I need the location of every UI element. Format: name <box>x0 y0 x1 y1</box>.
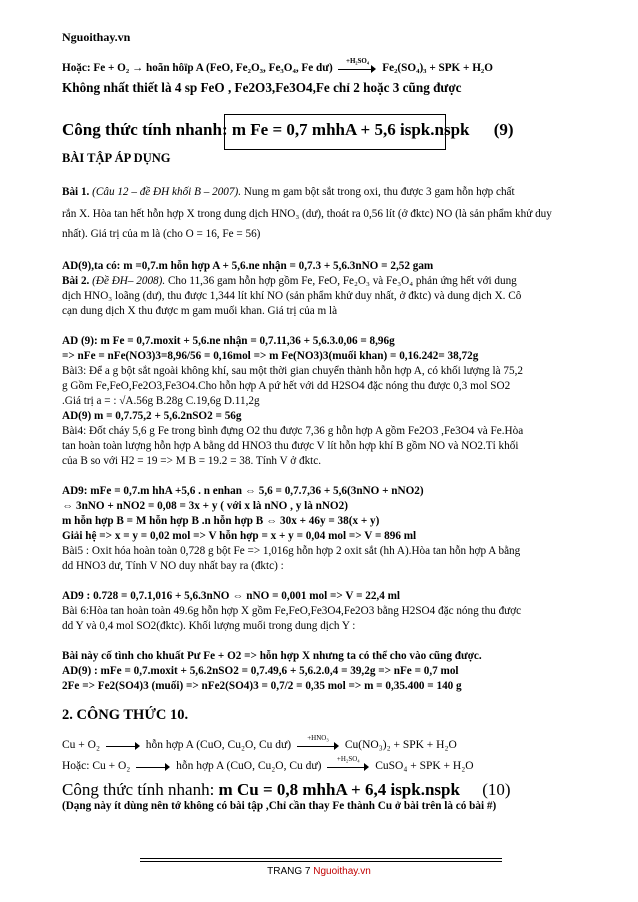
bai3-line3: .Giá trị a = : √A.56g B.28g C.19,6g D.11,2g <box>62 395 260 407</box>
bai1-line2: rắn X. Hòa tan hết hỗn hợp X trong dung dịch HNO₃ (dư), thoát ra 0,56 lít (ở đktc) NO (là sản phẩm khử duy <box>62 208 552 220</box>
bai4-solution-4: Giải hệ => x = y = 0,02 mol => V hỗn hợp = x + y = 0,04 mol => V = 896 ml <box>62 530 417 542</box>
reaction-arrow-icon: +HNO₃ <box>297 740 339 750</box>
section2-reaction-1: Cu + O₂ hỗn hợp A (CuO, Cu₂O, Cu dư) +HNO₃ Cu(NO₃)₂ + SPK + H₂O <box>62 734 457 751</box>
bai1-solution: AD(9),ta có: m =0,7.m hỗn hợp A + 5,6.ne nhận = 0,7.3 + 5,6.3nNO = 2,52 gam <box>62 260 434 272</box>
bai3-line1: Bài3: Để a g bột sắt ngoài không khí, sau một thời gian chuyển thành hỗn hợp A, có khối lượng là 75,2 <box>62 365 523 377</box>
intro-equation-left: Hoặc: Fe + O₂ → hoãn hôïp A (FeO, Fe₂O₃, Fe₃O₄, Fe dư) <box>62 62 333 74</box>
footer-rule <box>140 858 502 859</box>
bai4-line3: của B so với H2 = 19 => M B = 19.2 = 38. Tính V ở đktc. <box>62 455 322 467</box>
bai1-line3: nhất). Giá trị của m là (cho O = 16, Fe = 56) <box>62 228 261 240</box>
bai3-solution: AD(9) m = 0,7.75,2 + 5,6.2nSO2 = 56g <box>62 410 242 422</box>
bai4-line2: tan hoàn toàn lượng hỗn hợp A bằng dd HNO3 thu được V lít hỗn hợp khí B gồm NO và NO2.Tỉ khối <box>62 440 519 452</box>
footer-site-link[interactable]: Nguoithay.vn <box>313 866 371 877</box>
intro-equation-right: Fe₂(SO₄)₃ + SPK + H₂O <box>382 62 493 74</box>
page-footer <box>0 866 638 877</box>
bai2-line2: dịch HNO₃ loãng (dư), thu được 1,344 lít khí NO (sản phẩm khử duy nhất, ở đktc) và dung dịch X. Cô <box>62 290 522 302</box>
bai4-line1: Bài4: Đốt cháy 5,6 g Fe trong bình đựng O2 thu được 7,36 g hỗn hợp A gồm Fe2O3 ,Fe3O4 và Fe.Hòa <box>62 425 524 437</box>
footer-rule <box>140 861 502 862</box>
bai6-note: Bài này cố tình cho khuất Pư Fe + O2 => hỗn hợp X nhưng ta có thể cho vào cũng được. <box>62 650 482 662</box>
bai2-line1: Bài 2. (Đề ĐH– 2008). Cho 11,36 gam hỗn hợp gồm Fe, FeO, Fe₂O₃ và Fe₃O₄ phản ứng hết với dung <box>62 275 517 287</box>
reaction-arrow-icon <box>106 740 140 750</box>
formula-10-number: (10) <box>482 780 511 799</box>
reaction-arrow-icon <box>136 761 170 771</box>
bai6-solution-1: AD(9) : mFe = 0,7.moxit + 5,6.2nSO2 = 0,7.49,6 + 5,6.2.0,4 = 39,2g => nFe = 0,7 mol <box>62 665 459 677</box>
formula-number: (9) <box>493 120 514 139</box>
bai2-solution-2: => nFe = nFe(NO3)3=8,96/56 = 0,16mol => m Fe(NO3)3(muối khan) = 0,16.242= 38,72g <box>62 350 479 362</box>
bai4-solution-1: AD9: mFe = 0,7.m hhA +5,6 . n enhan ⇔ 5,6 = 0,7.7,36 + 5,6(3nNO + nNO2) <box>62 485 424 497</box>
bai6-solution-2: 2Fe => Fe2(SO4)3 (muối) => nFe2(SO4)3 = 0,7/2 = 0,35 mol => m = 0,35.400 = 140 g <box>62 680 462 692</box>
bai1-line1: Bài 1. (Câu 12 – đề ĐH khối B – 2007). Nung m gam bột sắt trong oxi, thu được 3 gam hỗn hợp chất <box>62 186 515 198</box>
bai4-solution-2: ⇔ 3nNO + nNO2 = 0,08 = 3x + y ( với x là nNO , y là nNO2) <box>62 500 348 512</box>
bai3-line2: g Gồm Fe,FeO,Fe2O3,Fe3O4.Cho hỗn hợp A pứ hết với dd H2SO4 đặc nóng thu được 0,3 mol SO2 <box>62 380 511 392</box>
page-number: TRANG 7 <box>267 866 311 877</box>
section-heading: BÀI TẬP ÁP DỤNG <box>62 151 171 165</box>
bai4-solution-3: m hỗn hợp B = M hỗn hợp B .n hỗn hợp B ⇔ 30x + 46y = 38(x + y) <box>62 515 380 527</box>
formula-boxed: m Fe = 0,7 mhhA + 5,6 ispk.nspk <box>231 120 470 139</box>
formula-10-body: m Cu = 0,8 mhhA + 6,4 ispk.nspk <box>218 780 460 799</box>
bai2-solution-1: AD (9): m Fe = 0,7.moxit + 5,6.ne nhận = 0,7.11,36 + 5,6.3.0,06 = 8,96g <box>62 335 395 347</box>
reaction-arrow-icon: +H₂SO₄ <box>338 63 376 73</box>
reaction-arrow-icon: +H₂SO₄ <box>327 761 369 771</box>
section2-reaction-2: Hoặc: Cu + O₂ hỗn hợp A (CuO, Cu₂O, Cu dư) +H₂SO₄ CuSO₄ + SPK + H₂O <box>62 755 474 772</box>
bai5-line1: Bài5 : Oxit hóa hoàn toàn 0,728 g bột Fe => 1,016g hỗn hợp 2 oxit sắt (hh A).Hòa tan hỗn hợp A bằng <box>62 545 521 557</box>
intro-equation <box>62 57 576 75</box>
formula-10-label: Công thức tính nhanh: <box>62 780 215 799</box>
intro-note: Không nhất thiết là 4 sp FeO , Fe2O3,Fe3O4,Fe chỉ 2 hoặc 3 cũng được <box>62 80 462 95</box>
formula-10 <box>62 780 582 800</box>
section2-note: (Dạng này ít dùng nên tớ không có bài tập ,Chỉ cần thay Fe thành Cu ở bài trên là có bài #) <box>62 800 497 812</box>
bai6-line2: dd Y và 0,4 mol SO2(đktc). Khối lượng muối trong dung dịch Y : <box>62 620 356 632</box>
bai5-line2: dd HNO3 dư, Tính V NO duy nhất bay ra (đktc) : <box>62 560 284 572</box>
site-header: Nguoithay.vn <box>62 30 131 44</box>
section2-title: 2. CÔNG THỨC 10. <box>62 707 189 723</box>
bai6-line1: Bài 6:Hòa tan hoàn toàn 49.6g hỗn hợp X gồm Fe,FeO,Fe3O4,Fe2O3 bằng H2SO4 đặc nóng thu được <box>62 605 522 617</box>
bai2-line3: cạn dung dịch X thu được m gam muối khan. Giá trị của m là <box>62 305 338 317</box>
bai5-solution: AD9 : 0.728 = 0,7.1,016 + 5,6.3nNO ⇔ nNO = 0,001 mol => V = 22,4 ml <box>62 590 401 602</box>
formula-label: Công thức tính nhanh: <box>62 120 228 139</box>
formula-9 <box>62 120 582 140</box>
